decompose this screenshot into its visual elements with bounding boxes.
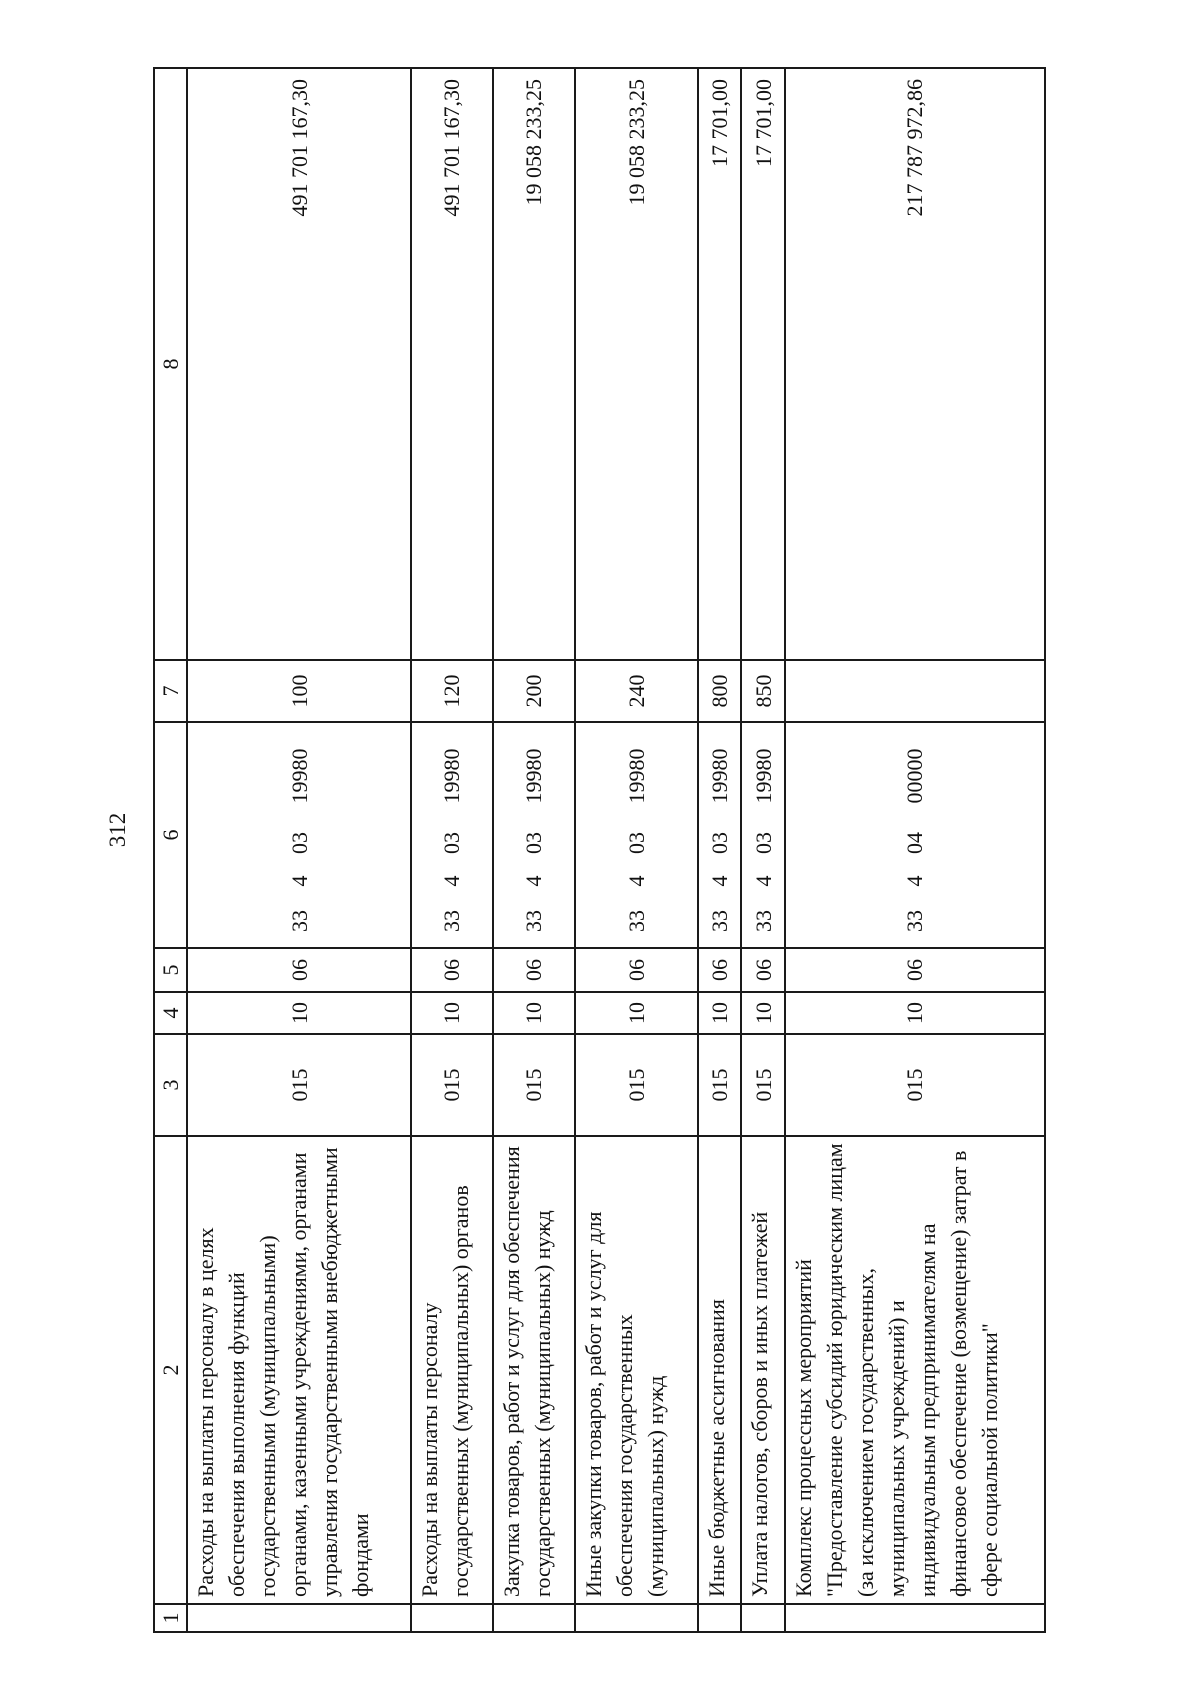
row-number-cell xyxy=(575,1604,699,1632)
header-col-1: 1 xyxy=(154,1604,187,1632)
target-code-direction: 19980 xyxy=(707,748,733,804)
expense-type-cell: 240 xyxy=(575,660,699,722)
row-number-cell xyxy=(785,1604,1045,1632)
table-row xyxy=(187,68,411,1632)
target-code-complex: 03 xyxy=(623,832,649,854)
section-code-cell: 10 xyxy=(785,992,1045,1034)
row-number-cell xyxy=(493,1604,575,1632)
section-code-cell: 10 xyxy=(741,992,784,1034)
table-row xyxy=(493,68,575,1632)
expense-type-cell: 100 xyxy=(187,660,411,722)
target-code-type: 4 xyxy=(439,875,465,887)
target-code-grid xyxy=(748,723,779,947)
target-code-grid xyxy=(704,723,735,947)
table-rotation-wrapper xyxy=(153,69,1046,1633)
target-code-direction: 00000 xyxy=(902,748,928,804)
target-code-type: 4 xyxy=(623,875,649,887)
subsection-code-cell: 06 xyxy=(187,948,411,992)
target-code-direction: 19980 xyxy=(750,748,776,804)
header-col-7: 7 xyxy=(154,660,187,722)
target-code-grid xyxy=(284,723,315,947)
expense-type-cell: 200 xyxy=(493,660,575,722)
header-col-3: 3 xyxy=(154,1034,187,1136)
ministry-code-cell: 015 xyxy=(741,1034,784,1136)
amount-cell: 491 701 167,30 xyxy=(187,68,411,660)
header-col-4: 4 xyxy=(154,992,187,1034)
expense-type-cell: 120 xyxy=(411,660,493,722)
target-code-program: 33 xyxy=(902,910,928,932)
target-code-grid xyxy=(899,723,930,947)
subsection-code-cell: 06 xyxy=(493,948,575,992)
target-code-type: 4 xyxy=(902,875,928,887)
subsection-code-cell: 06 xyxy=(785,948,1045,992)
amount-cell: 19 058 233,25 xyxy=(493,68,575,660)
page-number xyxy=(98,800,138,860)
target-code-cell xyxy=(575,722,699,948)
target-code-cell xyxy=(698,722,741,948)
section-code-cell: 10 xyxy=(411,992,493,1034)
table-row xyxy=(741,68,784,1632)
row-number-cell xyxy=(187,1604,411,1632)
expense-name-cell: Уплата налогов, сборов и иных платежей xyxy=(741,1136,784,1604)
target-code-complex: 04 xyxy=(902,832,928,854)
amount-cell: 491 701 167,30 xyxy=(411,68,493,660)
target-code-complex: 03 xyxy=(521,832,547,854)
target-code-complex: 03 xyxy=(750,832,776,854)
expense-type-cell: 800 xyxy=(698,660,741,722)
row-number-cell xyxy=(741,1604,784,1632)
target-code-program: 33 xyxy=(286,910,312,932)
target-code-cell xyxy=(785,722,1045,948)
target-code-program: 33 xyxy=(750,910,776,932)
expense-type-cell xyxy=(785,660,1045,722)
row-number-cell xyxy=(698,1604,741,1632)
amount-cell: 17 701,00 xyxy=(741,68,784,660)
section-code-cell: 10 xyxy=(493,992,575,1034)
subsection-code-cell: 06 xyxy=(741,948,784,992)
target-code-program: 33 xyxy=(521,910,547,932)
amount-cell: 19 058 233,25 xyxy=(575,68,699,660)
target-code-program: 33 xyxy=(439,910,465,932)
target-code-grid xyxy=(436,723,467,947)
subsection-code-cell: 06 xyxy=(698,948,741,992)
expense-name-cell: Иные бюджетные ассигнования xyxy=(698,1136,741,1604)
ministry-code-cell: 015 xyxy=(785,1034,1045,1136)
header-col-8: 8 xyxy=(154,68,187,660)
target-code-grid xyxy=(518,723,549,947)
target-code-complex: 03 xyxy=(707,832,733,854)
ministry-code-cell: 015 xyxy=(411,1034,493,1136)
header-row xyxy=(154,68,187,1632)
expense-name-cell: Расходы на выплаты персоналу в целях обеспечения выполнения функций государственными (муниципальными) органами, казенными учреждениями, органами управления государственными внебюджетными фондами xyxy=(187,1136,411,1604)
target-code-complex: 03 xyxy=(286,832,312,854)
ministry-code-cell: 015 xyxy=(187,1034,411,1136)
ministry-code-cell: 015 xyxy=(575,1034,699,1136)
header-col-2: 2 xyxy=(154,1136,187,1604)
row-number-cell xyxy=(411,1604,493,1632)
expense-name-cell: Иные закупки товаров, работ и услуг для обеспечения государственных (муниципальных) нужд xyxy=(575,1136,699,1604)
target-code-program: 33 xyxy=(707,910,733,932)
subsection-code-cell: 06 xyxy=(575,948,699,992)
section-code-cell: 10 xyxy=(575,992,699,1034)
table-row xyxy=(785,68,1045,1632)
header-col-5: 5 xyxy=(154,948,187,992)
target-code-cell xyxy=(187,722,411,948)
ministry-code-cell: 015 xyxy=(493,1034,575,1136)
target-code-cell xyxy=(741,722,784,948)
expense-type-cell: 850 xyxy=(741,660,784,722)
expense-name-cell: Закупка товаров, работ и услуг для обеспечения государственных (муниципальных) нужд xyxy=(493,1136,575,1604)
target-code-direction: 19980 xyxy=(623,748,649,804)
target-code-direction: 19980 xyxy=(286,748,312,804)
amount-cell: 217 787 972,86 xyxy=(785,68,1045,660)
target-code-type: 4 xyxy=(286,875,312,887)
target-code-type: 4 xyxy=(521,875,547,887)
subsection-code-cell: 06 xyxy=(411,948,493,992)
target-code-program: 33 xyxy=(623,910,649,932)
target-code-cell xyxy=(411,722,493,948)
target-code-cell xyxy=(493,722,575,948)
page-number-text: 312 xyxy=(105,812,130,848)
target-code-grid xyxy=(621,723,652,947)
section-code-cell: 10 xyxy=(698,992,741,1034)
section-code-cell: 10 xyxy=(187,992,411,1034)
header-col-6: 6 xyxy=(154,722,187,948)
amount-cell: 17 701,00 xyxy=(698,68,741,660)
expense-name-cell: Комплекс процессных мероприятий "Предоставление субсидий юридическим лицам (за исключением государственных, муниципальных учреждений) и индивидуальным предпринимателям на финансовое обеспечение (возмещение) затрат в сфере социальной политики" xyxy=(785,1136,1045,1604)
target-code-direction: 19980 xyxy=(439,748,465,804)
table-row xyxy=(575,68,699,1632)
target-code-type: 4 xyxy=(707,875,733,887)
expense-name-cell: Расходы на выплаты персоналу государственных (муниципальных) органов xyxy=(411,1136,493,1604)
table-row xyxy=(411,68,493,1632)
target-code-direction: 19980 xyxy=(521,748,547,804)
target-code-complex: 03 xyxy=(439,832,465,854)
table-row xyxy=(698,68,741,1632)
ministry-code-cell: 015 xyxy=(698,1034,741,1136)
budget-table xyxy=(153,67,1046,1633)
target-code-type: 4 xyxy=(750,875,776,887)
